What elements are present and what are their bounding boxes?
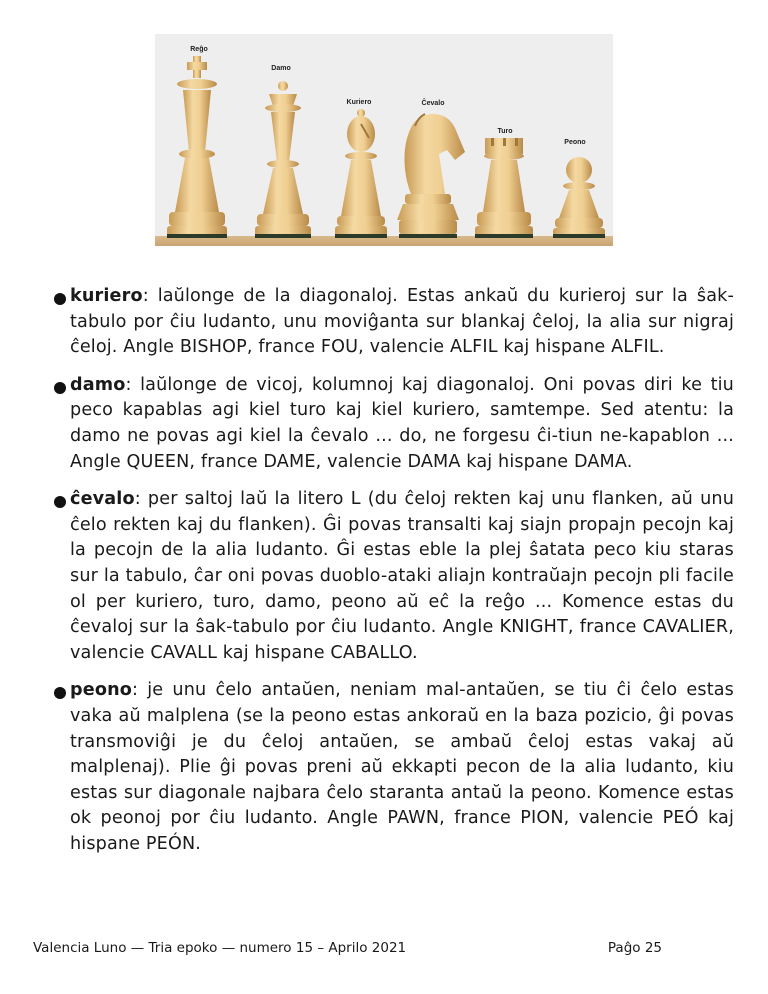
list-item-kuriero	[54, 284, 734, 361]
label-king: Reĝo	[190, 46, 208, 53]
description-peono: : je unu ĉelo antaŭen, neniam mal-antaŭen, se tiu ĉi ĉelo estas vaka aŭ malplena (se la peono estas ankoraŭ en la baza pozicio, ĝi povas transmoviĝi je du ĉeloj antaŭen, se ambaŭ ĉeloj estas vakaj aŭ malplenaj). Plie ĝi povas preni aŭ ekkapti pecon de la alia ludanto, kiu estas sur diagonale najbara ĉelo staranta antaŭ la peono. Komence estas ok peonoj por ĉiu ludanto. Angle PAWN, france PION, valencie PEÓ kaj hispane PEÓN.	[70, 680, 734, 854]
page-number: Paĝo 25	[607, 940, 662, 956]
description-cevalo: : per saltoj laŭ la litero L (du ĉeloj rekten kaj unu flanken, aŭ unu ĉelo rekten kaj du flanken). Ĝi povas transalti kaj siajn propajn pecojn kaj la pecojn de la alia ludanto. Ĝi estas eble la plej ŝatata peco kiu staras sur la tabulo, ĉar oni povas duoblo-ataki aliajn kontraŭajn pecojn pli facile ol per kuriero, turo, damo, peono aŭ eĉ la reĝo ... Komence estas du ĉevaloj sur la ŝak-tabulo por ĉiu ludanto. Angle KNIGHT, france CAVALIER, valencie CAVALL kaj hispane CABALLO.	[70, 489, 734, 663]
bullet-icon	[54, 382, 66, 394]
bullet-icon	[54, 687, 66, 699]
label-queen: Damo	[271, 65, 291, 72]
label-pawn: Peono	[564, 139, 586, 146]
term-kuriero: kuriero	[70, 286, 143, 306]
list-item-damo	[54, 373, 734, 475]
chess-pieces-image	[155, 34, 613, 246]
footer-publication: Valencia Luno — Tria epoko — numero 15 – Aprilo 2021	[33, 940, 407, 956]
term-damo: damo	[70, 374, 126, 395]
bullet-icon	[54, 293, 66, 305]
list-item-cevalo	[54, 487, 734, 666]
bullet-icon	[54, 496, 66, 508]
piece-description-list	[54, 284, 734, 869]
description-damo: : laŭlonge de vicoj, kolumnoj kaj diagonaloj. Oni povas diri ke tiu peco kapablas agi kiel turo kaj kiel kuriero, samtempe. Sed atentu: la damo ne povas agi kiel la ĉevalo ... do, ne forgesu ĉi-tiun ne-kapablon ... Angle QUEEN, france DAME, valencie DAMA kaj hispane DAMA.	[70, 374, 734, 472]
description-kuriero: : laŭlonge de la diagonaloj. Estas ankaŭ du kurieroj sur la ŝak-tabulo por ĉiu ludanto, unu moviĝanta sur blankaj ĉeloj, la alia sur nigraj ĉeloj. Angle BISHOP, france FOU, valencie ALFIL kaj hispane ALFIL.	[70, 286, 734, 358]
term-cevalo: ĉevalo	[70, 489, 135, 510]
label-rook: Turo	[497, 128, 513, 135]
label-knight: Ĉevalo	[421, 100, 445, 107]
label-bishop: Kuriero	[346, 99, 372, 106]
list-item-peono	[54, 678, 734, 857]
term-peono: peono	[70, 680, 132, 701]
